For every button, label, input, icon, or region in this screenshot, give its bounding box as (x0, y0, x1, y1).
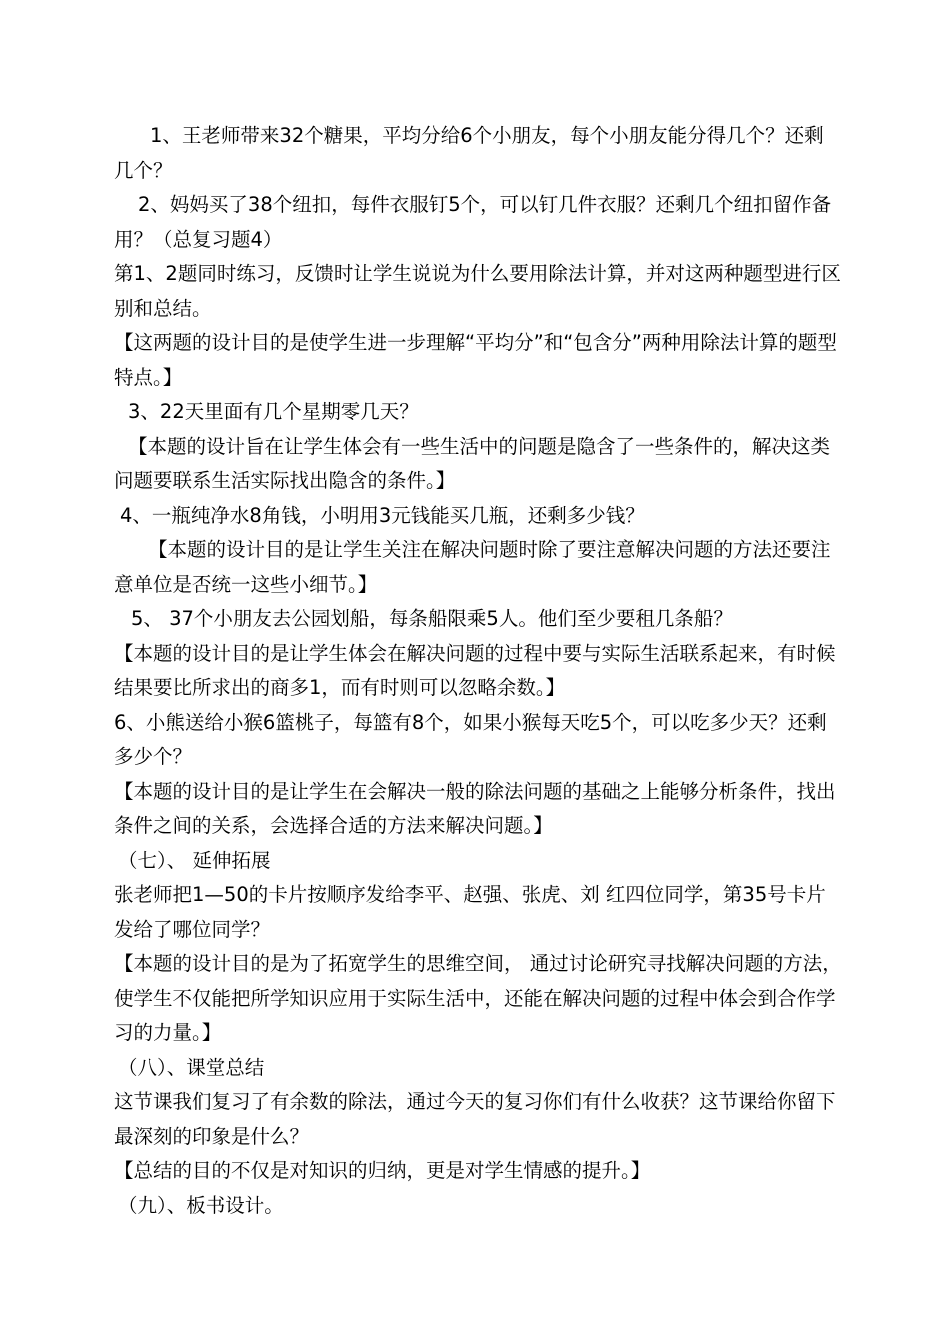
exercise-2: 2、妈妈买了38个纽扣，每件衣服钉5个，可以钉几件衣服？还剩几个纽扣留作备用？（总复习题4） (114, 193, 832, 251)
summary-note: 【总结的目的不仅是对知识的归纳，更是对学生情感的提升。】 (114, 1159, 651, 1182)
design-note-5: 【本题的设计目的是让学生体会在解决问题的过程中要与实际生活联系起来，有时候结果要比所求出的商多1，而有时则可以忽略余数。】 (114, 641, 836, 699)
extension-problem: 张老师把1—50的卡片按顺序发给李平、赵强、张虎、刘 红四位同学，第35号卡片发给了哪位同学？ (114, 883, 826, 941)
summary-text: 这节课我们复习了有余数的除法，通过今天的复习你们有什么收获？这节课给你留下最深刻的印象是什么？ (114, 1090, 836, 1148)
exercise-6: 6、小熊送给小猴6篮桃子，每篮有8个，如果小猴每天吃5个，可以吃多少天？还剩多少个？ (114, 710, 827, 768)
design-note-extension: 【本题的设计目的是为了拓宽学生的思维空间， 通过讨论研究寻找解决问题的方法，使学生不仅能把所学知识应用于实际生活中，还能在解决问题的过程中体会到合作学习的力量。】 (114, 952, 842, 1044)
section-heading-8: （八）、课堂总结 (118, 1055, 265, 1079)
exercise-1: 1、王老师带来32个糖果，平均分给6个小朋友，每个小朋友能分得几个？还剩几个？ (114, 124, 824, 182)
document-body (114, 119, 842, 1223)
design-note-4: 【本题的设计目的是让学生关注在解决问题时除了要注意解决问题的方法还要注意单位是否统一这些小细节。】 (114, 538, 831, 596)
design-note-3: 【本题的设计旨在让学生体会有一些生活中的问题是隐含了一些条件的，解决这类问题要联系生活实际找出隐含的条件。】 (114, 434, 831, 492)
design-note-6: 【本题的设计目的是让学生在会解决一般的除法问题的基础之上能够分析条件，找出条件之间的关系，会选择合适的方法来解决问题。】 (114, 779, 836, 837)
design-note-1-2: 【这两题的设计目的是使学生进一步理解“平均分”和“包含分”两种用除法计算的题型特点。】 (114, 331, 837, 389)
exercise-5: 5、 37个小朋友去公园划船，每条船限乘5人。他们至少要租几条船？ (131, 607, 733, 630)
section-heading-7: （七）、 延伸拓展 (118, 848, 271, 872)
practice-note: 第1、2题同时练习，反馈时让学生说说为什么要用除法计算，并对这两种题型进行区别和总结。 (114, 262, 841, 320)
exercise-3: 3、22天里面有几个星期零几天？ (128, 400, 419, 423)
exercise-4: 4、一瓶纯净水8角钱，小明用3元钱能买几瓶，还剩多少钱？ (120, 503, 645, 527)
section-heading-9: （九）、板书设计。 (118, 1193, 284, 1217)
